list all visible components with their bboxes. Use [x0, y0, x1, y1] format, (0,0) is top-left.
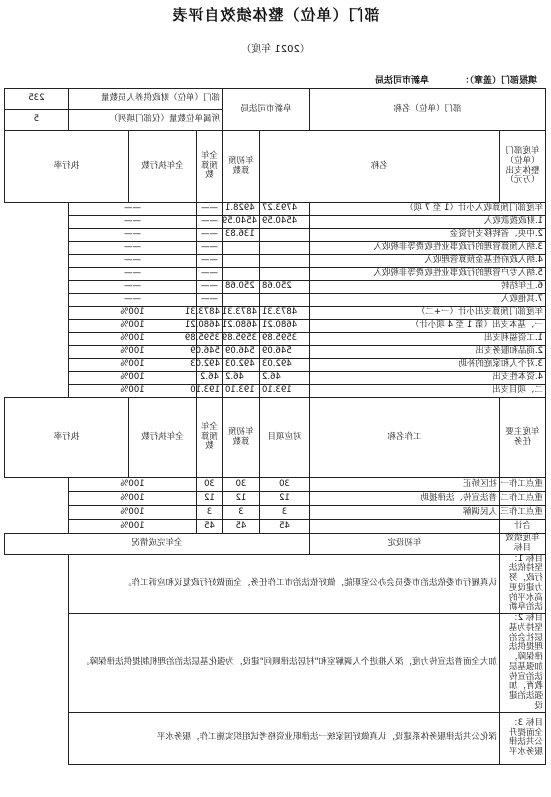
budget-row-exec: 46.2: [196, 372, 222, 385]
budget-row: [4, 255, 545, 268]
budget-row-rate: ——: [68, 203, 196, 216]
budget-row-full: 4680.21: [222, 320, 259, 333]
task-row-init: 3: [259, 506, 309, 520]
task-row-project: [309, 520, 499, 534]
budget-row-full: 46.2: [222, 372, 259, 385]
budget-row-exec: ——: [196, 242, 222, 255]
budget-row-rate: ——: [68, 242, 196, 255]
budget-side-label: 年度部门（单位）整体支出（万元）: [500, 131, 546, 203]
budget-row-init: 3595.89: [259, 333, 309, 346]
budget-row: [4, 268, 545, 281]
goal-row-set: 目标 1：坚持依法行政，努力建设更高水平的法治阜新: [500, 554, 546, 614]
task-row-exec: 45: [196, 520, 222, 534]
goals-side-label: 年度绩效目标: [500, 534, 546, 555]
staff-label: 部门（单位）财政供养人员数量: [68, 89, 222, 110]
goal-row: [4, 712, 545, 764]
budget-row-init: [259, 229, 309, 242]
task-row-full: 30: [222, 478, 259, 492]
budget-row-full: 250.68: [222, 281, 259, 294]
task-row: [4, 492, 545, 506]
budget-row-name: 4.纳入政府性基金预算管理收入: [309, 255, 545, 268]
tasks-header-project: 对应项目: [259, 398, 309, 478]
budget-header-full: 全年预算数: [196, 131, 222, 203]
budget-row-exec: ——: [196, 255, 222, 268]
budget-row-exec: ——: [196, 294, 222, 307]
task-row: [4, 520, 545, 534]
tasks-header-exec: 全年执行数: [128, 398, 196, 478]
dept-name-label: 部门（单位）名称: [309, 89, 545, 131]
subunits-value: 5: [4, 110, 68, 131]
budget-row-exec: 4680.21: [196, 320, 222, 333]
budget-row-exec: ——: [196, 229, 222, 242]
budget-row-rate: ——: [68, 281, 196, 294]
budget-row-rate: 100%: [68, 372, 196, 385]
budget-row-full: [222, 255, 259, 268]
budget-row-rate: ——: [68, 229, 196, 242]
budget-row: [4, 359, 545, 372]
budget-row-init: 546.09: [259, 346, 309, 359]
budget-header-exec: 全年执行数: [128, 131, 196, 203]
budget-row-name: 4.资本性支出: [309, 372, 545, 385]
budget-row-exec: ——: [196, 203, 222, 216]
budget-row-full: 3595.89: [222, 333, 259, 346]
budget-row-name: 3.纳入预算管理的行政事业性收费等非税收入: [309, 242, 545, 255]
task-row-init: 30: [259, 478, 309, 492]
task-row-name: 重点工作一: [500, 478, 546, 492]
goal-row-done: 加大全面普法宣传力度，深入推进个人调解室和"村居法律顾问"建设，为强化基层法治治理机制提供法律保障。: [68, 614, 499, 713]
budget-row-rate: 100%: [68, 320, 196, 333]
task-row-rate: 100%: [68, 492, 196, 506]
task-row-project: 社区矫正: [309, 478, 499, 492]
budget-row: [4, 229, 545, 242]
budget-row-rate: ——: [68, 294, 196, 307]
budget-row-init: 4873.31: [259, 307, 309, 320]
budget-row: [4, 281, 545, 294]
budget-row-init: [259, 294, 309, 307]
budget-row: [4, 320, 545, 333]
goal-row: [4, 554, 545, 614]
goal-row-set: 目标 2：坚持为基层社会治理提供法律保障，加强基层法治宣传教育，加强法治建设: [500, 614, 546, 713]
budget-row-full: 4928.1: [222, 203, 259, 216]
task-row-name: 重点工作三: [500, 506, 546, 520]
task-row-name: 合计: [500, 520, 546, 534]
goals-header-done: 全年完成情况: [4, 534, 309, 555]
budget-row-name: 二、项目支出: [309, 385, 545, 398]
budget-row-full: 4540.59: [222, 216, 259, 229]
goal-row-set: 目标 3：全面提升公共法律服务水平: [500, 712, 546, 764]
tasks-header-task: 工作名称: [309, 398, 499, 478]
budget-row-exec: ——: [196, 216, 222, 229]
fill-unit-value: 阜新市司法局: [374, 76, 429, 86]
budget-row-full: 193.10: [222, 385, 259, 398]
budget-row-init: 250.68: [259, 281, 309, 294]
budget-header-init: 年初预算数: [222, 131, 259, 203]
budget-row-init: 4680.21: [259, 320, 309, 333]
budget-row-full: 4873.31: [222, 307, 259, 320]
budget-row-full: [222, 242, 259, 255]
task-row: [4, 506, 545, 520]
budget-row-rate: ——: [68, 255, 196, 268]
budget-row-rate: 100%: [68, 333, 196, 346]
task-row-exec: 3: [196, 506, 222, 520]
task-row-name: 重点工作二: [500, 492, 546, 506]
task-row-project: 人民调解: [309, 506, 499, 520]
budget-row-rate: ——: [68, 268, 196, 281]
task-row-project: 普法宣传、法律援助: [309, 492, 499, 506]
budget-row-init: 492.03: [259, 359, 309, 372]
task-row-full: 12: [222, 492, 259, 506]
budget-row-exec: 193.10: [196, 385, 222, 398]
budget-row-name: 年度部门预算收入小计（1 至 7 项）: [309, 203, 545, 216]
dept-name-value: 阜新市司法局: [222, 89, 309, 131]
goal-row: [4, 614, 545, 713]
tasks-header-full: 全年预算数: [196, 398, 222, 478]
evaluation-table: [4, 88, 546, 765]
task-row-rate: 100%: [68, 506, 196, 520]
budget-row-rate: 100%: [68, 307, 196, 320]
budget-row-full: 492.03: [222, 359, 259, 372]
budget-row-full: 546.09: [222, 346, 259, 359]
task-row-exec: 12: [196, 492, 222, 506]
budget-row-full: [222, 268, 259, 281]
budget-row: [4, 203, 545, 216]
budget-row-name: 5.纳入专户管理的行政事业性收费等非税收入: [309, 268, 545, 281]
budget-row: [4, 333, 545, 346]
year-subtitle: （2021 年度）: [241, 44, 310, 55]
budget-row-exec: 492.03: [196, 359, 222, 372]
budget-row-name: 3.对个人和家庭的补助: [309, 359, 545, 372]
staff-value: 235: [4, 89, 68, 110]
budget-row-exec: ——: [196, 268, 222, 281]
tasks-header-rate: 执行率: [4, 398, 128, 478]
budget-row: [4, 372, 545, 385]
budget-row-exec: 546.09: [196, 346, 222, 359]
task-row: [4, 478, 545, 492]
task-row-rate: 100%: [68, 520, 196, 534]
budget-row-name: 6.上年结转: [309, 281, 545, 294]
task-row-exec: 30: [196, 478, 222, 492]
budget-row: [4, 216, 545, 229]
goal-row-done: 认真履行市委依法治市委员会办公室职能，做好依法治市工作任务，全面做好行政复议和应诉工作。: [68, 554, 499, 614]
budget-row-exec: 4873.31: [196, 307, 222, 320]
budget-row-full: 136.83: [222, 229, 259, 242]
budget-row-name: 1.工资福利支出: [309, 333, 545, 346]
budget-row: [4, 242, 545, 255]
budget-row-name: 2.商品和服务支出: [309, 346, 545, 359]
budget-row-name: 2.中央、省转移支付资金: [309, 229, 545, 242]
task-row-full: 3: [222, 506, 259, 520]
budget-row: [4, 346, 545, 359]
budget-header-rate: 执行率: [4, 131, 128, 203]
budget-row-init: [259, 268, 309, 281]
budget-row: [4, 385, 545, 398]
budget-row-init: [259, 242, 309, 255]
goal-row-done: 深化公共法律服务体系建设，认真做好国家统一法律职业资格考试组织实施工作，服务水平: [68, 712, 499, 764]
task-row-rate: 100%: [68, 478, 196, 492]
page-title: 部门（单位）整体绩效自评表: [171, 6, 380, 24]
budget-row-init: 46.2: [259, 372, 309, 385]
budget-row-rate: 100%: [68, 359, 196, 372]
budget-row: [4, 307, 545, 320]
budget-row-rate: 100%: [68, 385, 196, 398]
tasks-header-init: 年初预算数: [222, 398, 259, 478]
budget-row-init: 193.10: [259, 385, 309, 398]
budget-row: [4, 294, 545, 307]
budget-row-name: 7.其他收入: [309, 294, 545, 307]
budget-header-name: 名称: [259, 131, 499, 203]
budget-row-name: 年度部门预算支出小计（一+二）: [309, 307, 545, 320]
budget-row-rate: ——: [68, 216, 196, 229]
budget-row-init: [259, 255, 309, 268]
budget-row-exec: 3595.89: [196, 333, 222, 346]
task-row-full: 45: [222, 520, 259, 534]
budget-row-name: 1.财政拨款收入: [309, 216, 545, 229]
goals-header-set: 年初设定: [309, 534, 499, 555]
fill-unit-label: 填报部门（盖章）：: [460, 76, 537, 86]
task-row-init: 45: [259, 520, 309, 534]
budget-row-full: [222, 294, 259, 307]
budget-row-name: 一、基本支出（第 1 至 4 项小计）: [309, 320, 545, 333]
task-row-init: 12: [259, 492, 309, 506]
budget-row-rate: 100%: [68, 346, 196, 359]
budget-row-exec: ——: [196, 281, 222, 294]
budget-row-init: 4793.27: [259, 203, 309, 216]
budget-row-init: 4540.59: [259, 216, 309, 229]
subunits-label: 所属单位数量（仅部门填列）: [68, 110, 222, 131]
tasks-side-label: 年度主要任务: [500, 398, 546, 478]
